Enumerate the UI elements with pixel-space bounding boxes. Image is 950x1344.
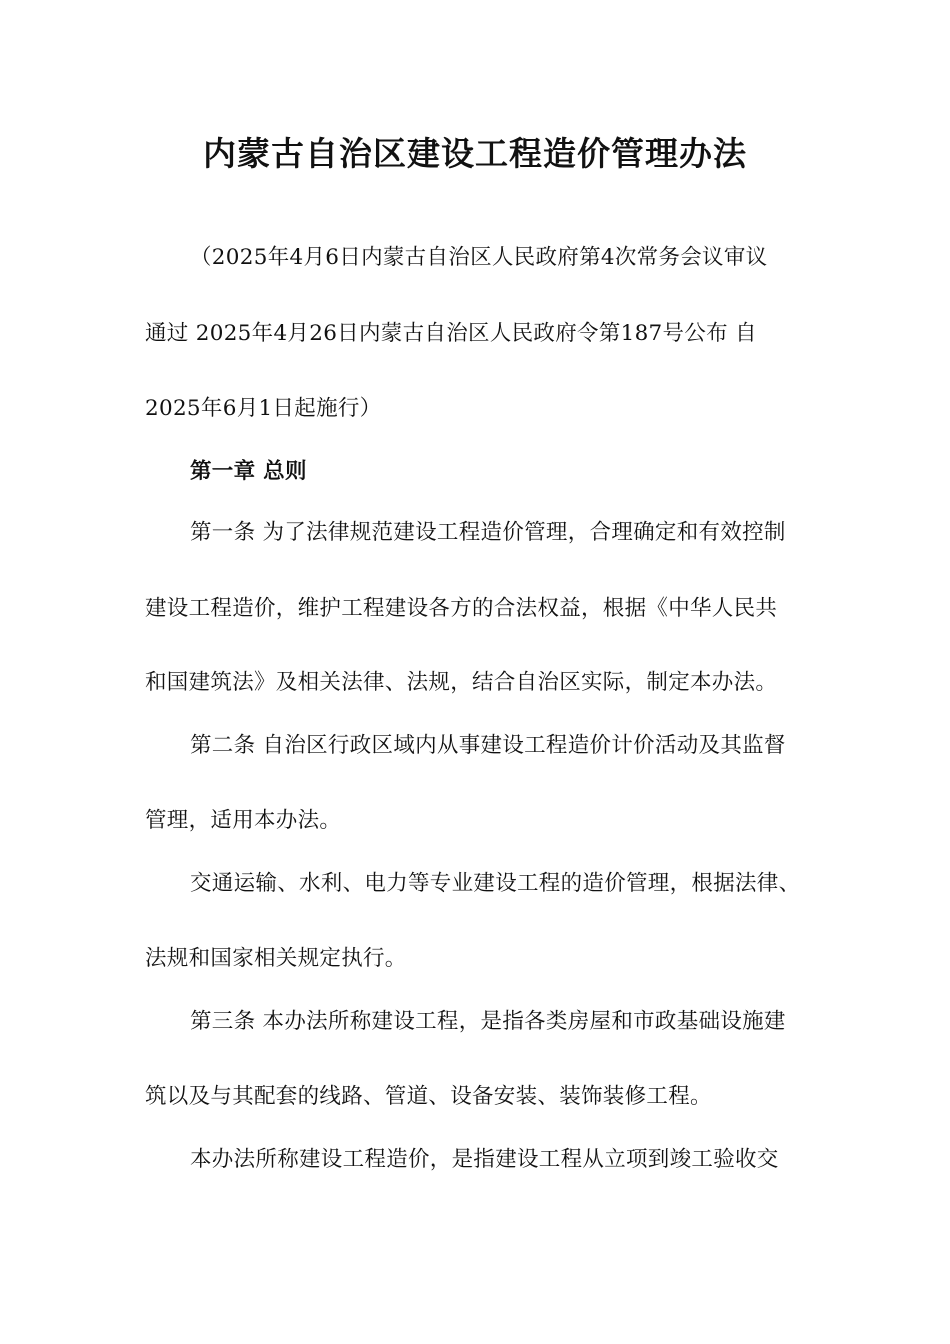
preamble-line-1: （2025年4月6日内蒙古自治区人民政府第4次常务会议审议	[190, 245, 768, 270]
article-1-line-1: 第一条 为了法律规范建设工程造价管理，合理确定和有效控制	[190, 520, 786, 545]
preamble-line-2: 通过 2025年4月26日内蒙古自治区人民政府令第187号公布 自	[145, 321, 757, 346]
article-1-line-3: 和国建筑法》及相关法律、法规，结合自治区实际，制定本办法。	[145, 670, 778, 695]
article-1-line-2: 建设工程造价，维护工程建设各方的合法权益，根据《中华人民共	[145, 596, 778, 621]
article-2-line-2: 管理，适用本办法。	[145, 808, 342, 833]
article-2-line-1: 第二条 自治区行政区域内从事建设工程造价计价活动及其监督	[190, 733, 786, 758]
article-3-para-2-line-1: 本办法所称建设工程造价，是指建设工程从立项到竣工验收交	[190, 1147, 779, 1172]
article-2-para-2-line-1: 交通运输、水利、电力等专业建设工程的造价管理，根据法律、	[190, 871, 801, 896]
article-3-line-1: 第三条 本办法所称建设工程，是指各类房屋和市政基础设施建	[190, 1009, 786, 1034]
article-3-line-2: 筑以及与其配套的线路、管道、设备安装、装饰装修工程。	[145, 1084, 712, 1109]
document-title: 内蒙古自治区建设工程造价管理办法	[203, 134, 747, 173]
preamble-line-3: 2025年6月1日起施行）	[145, 396, 382, 421]
article-2-para-2-line-2: 法规和国家相关规定执行。	[145, 946, 407, 971]
chapter-heading: 第一章 总则	[190, 459, 307, 484]
